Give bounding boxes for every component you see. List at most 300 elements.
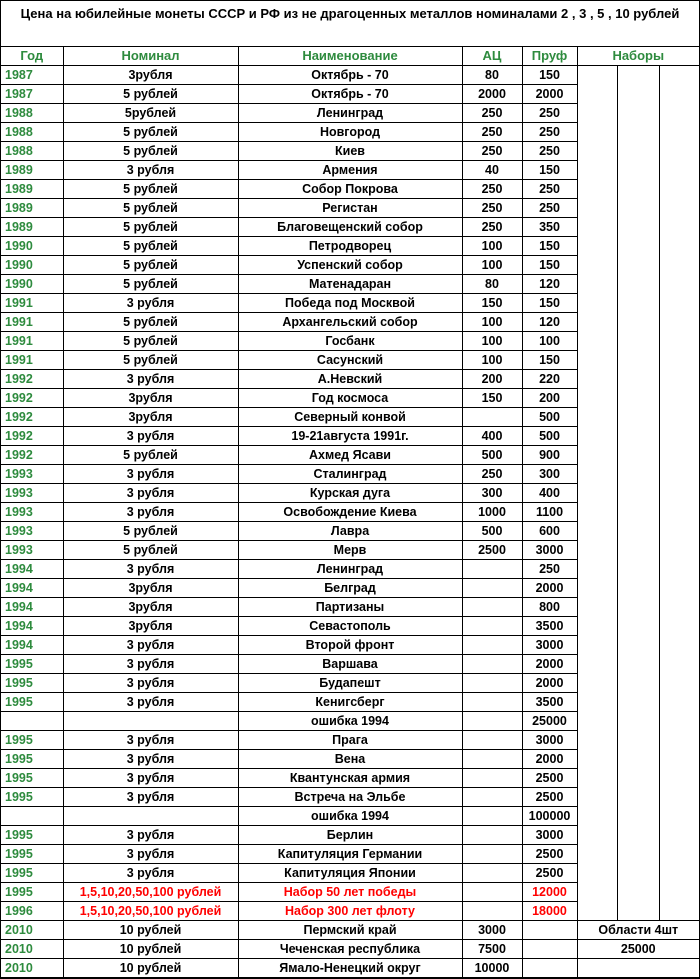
cell-year: 1994 — [1, 579, 63, 598]
table-row — [1, 883, 699, 902]
cell-sets-empty — [617, 218, 659, 237]
cell-ac: 2500 — [462, 541, 522, 560]
table-row — [1, 123, 699, 142]
cell-nominal: 5 рублей — [63, 541, 238, 560]
cell-nominal: 5 рублей — [63, 85, 238, 104]
cell-sets: 25000 — [577, 940, 699, 959]
cell-proof: 3000 — [522, 541, 577, 560]
cell-sets-empty — [577, 883, 617, 902]
cell-sets-empty — [659, 199, 699, 218]
cell-sets-empty — [617, 180, 659, 199]
cell-sets-empty — [659, 636, 699, 655]
cell-proof: 300 — [522, 465, 577, 484]
header-nominal: Номинал — [63, 47, 238, 66]
header-sets: Наборы — [577, 47, 699, 66]
table-row — [1, 85, 699, 104]
cell-proof: 18000 — [522, 902, 577, 921]
cell-name: Победа под Москвой — [238, 294, 462, 313]
cell-year: 1990 — [1, 237, 63, 256]
table-row — [1, 427, 699, 446]
cell-name: Матенадаран — [238, 275, 462, 294]
cell-ac — [462, 598, 522, 617]
cell-sets-empty — [577, 104, 617, 123]
cell-sets-empty — [659, 503, 699, 522]
cell-ac: 40 — [462, 161, 522, 180]
cell-nominal: 3 рубля — [63, 769, 238, 788]
cell-sets-empty — [577, 617, 617, 636]
cell-proof: 250 — [522, 104, 577, 123]
cell-year: 1994 — [1, 617, 63, 636]
cell-proof: 150 — [522, 256, 577, 275]
cell-year: 1994 — [1, 560, 63, 579]
cell-sets-empty — [659, 123, 699, 142]
table-row — [1, 180, 699, 199]
cell-year: 1988 — [1, 142, 63, 161]
cell-year: 1992 — [1, 370, 63, 389]
cell-name: Ямало-Ненецкий округ — [238, 959, 462, 978]
cell-name: Второй фронт — [238, 636, 462, 655]
table-row — [1, 826, 699, 845]
cell-ac: 250 — [462, 142, 522, 161]
table-row — [1, 389, 699, 408]
cell-name: Собор Покрова — [238, 180, 462, 199]
cell-sets-empty — [577, 161, 617, 180]
cell-sets-empty — [659, 845, 699, 864]
table-row — [1, 959, 699, 978]
table-row — [1, 655, 699, 674]
cell-ac: 1000 — [462, 503, 522, 522]
cell-name: Лавра — [238, 522, 462, 541]
cell-sets-empty — [577, 579, 617, 598]
cell-sets-empty — [659, 332, 699, 351]
cell-sets-empty — [617, 313, 659, 332]
cell-nominal: 3 рубля — [63, 427, 238, 446]
cell-sets-empty — [617, 66, 659, 85]
cell-year: 1996 — [1, 902, 63, 921]
cell-nominal: 3рубля — [63, 389, 238, 408]
cell-name: А.Невский — [238, 370, 462, 389]
table-row — [1, 731, 699, 750]
cell-name: Капитуляция Германии — [238, 845, 462, 864]
cell-sets-empty — [577, 845, 617, 864]
cell-sets-empty — [617, 142, 659, 161]
cell-sets-empty — [577, 123, 617, 142]
cell-name: Освобождение Киева — [238, 503, 462, 522]
table-row — [1, 294, 699, 313]
cell-nominal: 5 рублей — [63, 256, 238, 275]
cell-sets-empty — [617, 655, 659, 674]
table-row — [1, 807, 699, 826]
cell-sets-empty — [659, 427, 699, 446]
cell-name: Партизаны — [238, 598, 462, 617]
cell-sets-empty — [659, 731, 699, 750]
cell-sets-empty — [577, 826, 617, 845]
cell-sets-empty — [577, 408, 617, 427]
cell-sets-empty — [577, 541, 617, 560]
cell-ac: 100 — [462, 351, 522, 370]
cell-sets-empty — [659, 408, 699, 427]
table-row — [1, 446, 699, 465]
cell-proof: 900 — [522, 446, 577, 465]
cell-name: Сталинград — [238, 465, 462, 484]
cell-name: ошибка 1994 — [238, 712, 462, 731]
cell-sets-empty — [659, 465, 699, 484]
cell-year: 1993 — [1, 465, 63, 484]
cell-sets-empty — [659, 598, 699, 617]
cell-name: Киев — [238, 142, 462, 161]
cell-sets-empty — [617, 408, 659, 427]
cell-nominal: 5 рублей — [63, 199, 238, 218]
cell-sets-empty — [617, 579, 659, 598]
cell-proof: 120 — [522, 313, 577, 332]
cell-year: 1989 — [1, 199, 63, 218]
cell-ac: 150 — [462, 294, 522, 313]
cell-sets-empty — [617, 598, 659, 617]
sheet-title: Цена на юбилейные монеты СССР и РФ из не драгоценных металлов номиналами 2 , 3 , 5 , 10 рублей — [1, 1, 699, 47]
cell-nominal: 3 рубля — [63, 788, 238, 807]
cell-ac — [462, 788, 522, 807]
cell-nominal — [63, 807, 238, 826]
cell-year: 1995 — [1, 769, 63, 788]
cell-proof: 2500 — [522, 769, 577, 788]
cell-sets-empty — [659, 370, 699, 389]
cell-sets-empty — [577, 750, 617, 769]
cell-nominal: 3 рубля — [63, 636, 238, 655]
cell-sets-empty — [659, 560, 699, 579]
cell-sets-empty — [617, 769, 659, 788]
cell-nominal: 5 рублей — [63, 123, 238, 142]
cell-sets-empty — [659, 389, 699, 408]
cell-ac: 7500 — [462, 940, 522, 959]
cell-proof: 1100 — [522, 503, 577, 522]
cell-ac — [462, 560, 522, 579]
table-row — [1, 541, 699, 560]
cell-name: Квантунская армия — [238, 769, 462, 788]
cell-year: 1989 — [1, 218, 63, 237]
cell-sets-empty — [617, 674, 659, 693]
cell-name: Встреча на Эльбе — [238, 788, 462, 807]
cell-sets-empty — [659, 864, 699, 883]
cell-name: Мерв — [238, 541, 462, 560]
cell-ac: 250 — [462, 465, 522, 484]
cell-sets-empty — [659, 826, 699, 845]
cell-sets-empty — [659, 883, 699, 902]
cell-name: Набор 50 лет победы — [238, 883, 462, 902]
cell-year: 1995 — [1, 693, 63, 712]
table-row — [1, 237, 699, 256]
cell-ac — [462, 731, 522, 750]
cell-proof: 100 — [522, 332, 577, 351]
cell-sets-empty — [577, 275, 617, 294]
cell-name: Армения — [238, 161, 462, 180]
cell-sets-empty — [659, 617, 699, 636]
cell-proof: 250 — [522, 180, 577, 199]
cell-proof: 2500 — [522, 845, 577, 864]
cell-name: Год космоса — [238, 389, 462, 408]
cell-proof: 500 — [522, 408, 577, 427]
cell-ac: 100 — [462, 332, 522, 351]
cell-sets-empty — [659, 294, 699, 313]
cell-sets-empty — [577, 712, 617, 731]
cell-sets-empty — [659, 674, 699, 693]
cell-year: 1990 — [1, 275, 63, 294]
cell-nominal: 3 рубля — [63, 370, 238, 389]
cell-nominal: 10 рублей — [63, 921, 238, 940]
cell-nominal: 1,5,10,20,50,100 рублей — [63, 902, 238, 921]
cell-ac — [462, 826, 522, 845]
cell-sets — [577, 959, 699, 978]
cell-nominal: 3 рубля — [63, 674, 238, 693]
cell-sets-empty — [577, 351, 617, 370]
cell-sets-empty — [659, 180, 699, 199]
cell-sets-empty — [659, 66, 699, 85]
cell-name: Северный конвой — [238, 408, 462, 427]
table-row — [1, 104, 699, 123]
cell-nominal: 5 рублей — [63, 275, 238, 294]
cell-name: Вена — [238, 750, 462, 769]
cell-name: Благовещенский собор — [238, 218, 462, 237]
cell-ac: 100 — [462, 256, 522, 275]
table-row — [1, 712, 699, 731]
cell-proof: 800 — [522, 598, 577, 617]
cell-sets-empty — [617, 294, 659, 313]
table-row — [1, 598, 699, 617]
cell-sets-empty — [617, 275, 659, 294]
cell-proof — [522, 921, 577, 940]
table-row — [1, 788, 699, 807]
table-row — [1, 940, 699, 959]
table-row — [1, 465, 699, 484]
cell-sets-empty — [617, 864, 659, 883]
table-row — [1, 351, 699, 370]
cell-year: 1995 — [1, 864, 63, 883]
cell-name: Чеченская республика — [238, 940, 462, 959]
cell-year: 1988 — [1, 123, 63, 142]
cell-sets-empty — [659, 750, 699, 769]
cell-ac: 150 — [462, 389, 522, 408]
cell-year: 1995 — [1, 883, 63, 902]
cell-sets-empty — [577, 237, 617, 256]
cell-proof: 150 — [522, 294, 577, 313]
cell-nominal: 3 рубля — [63, 294, 238, 313]
cell-ac: 250 — [462, 218, 522, 237]
cell-name: Белград — [238, 579, 462, 598]
table-row — [1, 693, 699, 712]
cell-sets-empty — [659, 446, 699, 465]
cell-sets-empty — [617, 788, 659, 807]
table-row — [1, 408, 699, 427]
cell-name: Будапешт — [238, 674, 462, 693]
cell-ac — [462, 579, 522, 598]
cell-name: Ахмед Ясави — [238, 446, 462, 465]
cell-sets-empty — [617, 465, 659, 484]
cell-nominal: 3 рубля — [63, 693, 238, 712]
cell-ac: 300 — [462, 484, 522, 503]
cell-ac: 250 — [462, 104, 522, 123]
cell-sets-empty — [577, 180, 617, 199]
cell-proof: 2000 — [522, 750, 577, 769]
cell-proof: 100000 — [522, 807, 577, 826]
cell-name: Севастополь — [238, 617, 462, 636]
cell-sets-empty — [617, 85, 659, 104]
cell-ac — [462, 845, 522, 864]
cell-sets-empty — [617, 446, 659, 465]
table-row — [1, 503, 699, 522]
cell-sets-empty — [577, 218, 617, 237]
cell-sets-empty — [659, 541, 699, 560]
cell-sets-empty — [577, 731, 617, 750]
cell-year: 1991 — [1, 294, 63, 313]
cell-sets-empty — [659, 161, 699, 180]
cell-name: Архангельский собор — [238, 313, 462, 332]
table-row — [1, 332, 699, 351]
cell-nominal: 3рубля — [63, 408, 238, 427]
cell-sets-empty — [617, 237, 659, 256]
table-row — [1, 674, 699, 693]
cell-nominal: 3 рубля — [63, 731, 238, 750]
cell-sets-empty — [577, 560, 617, 579]
cell-proof: 3500 — [522, 617, 577, 636]
cell-sets-empty — [577, 598, 617, 617]
cell-sets-empty — [577, 769, 617, 788]
cell-nominal: 3 рубля — [63, 560, 238, 579]
header-year: Год — [1, 47, 63, 66]
cell-ac: 500 — [462, 446, 522, 465]
cell-sets-empty — [577, 902, 617, 921]
cell-ac: 10000 — [462, 959, 522, 978]
cell-year: 1990 — [1, 256, 63, 275]
cell-name: Сасунский — [238, 351, 462, 370]
cell-proof: 120 — [522, 275, 577, 294]
cell-name: Госбанк — [238, 332, 462, 351]
cell-proof: 3000 — [522, 636, 577, 655]
cell-ac — [462, 655, 522, 674]
table-row — [1, 370, 699, 389]
table-row — [1, 579, 699, 598]
cell-proof: 150 — [522, 237, 577, 256]
cell-sets: Области 4шт — [577, 921, 699, 940]
cell-sets-empty — [617, 636, 659, 655]
cell-nominal: 3рубля — [63, 598, 238, 617]
cell-nominal: 5 рублей — [63, 522, 238, 541]
cell-sets-empty — [577, 693, 617, 712]
cell-nominal: 5 рублей — [63, 180, 238, 199]
cell-proof: 600 — [522, 522, 577, 541]
cell-ac: 500 — [462, 522, 522, 541]
cell-year: 1994 — [1, 636, 63, 655]
cell-nominal: 10 рублей — [63, 940, 238, 959]
cell-sets-empty — [577, 370, 617, 389]
cell-year: 1993 — [1, 484, 63, 503]
cell-sets-empty — [659, 522, 699, 541]
cell-sets-empty — [577, 807, 617, 826]
cell-year: 1995 — [1, 845, 63, 864]
cell-proof: 250 — [522, 199, 577, 218]
cell-proof: 3500 — [522, 693, 577, 712]
cell-name: ошибка 1994 — [238, 807, 462, 826]
table-row — [1, 484, 699, 503]
cell-ac — [462, 617, 522, 636]
cell-year — [1, 712, 63, 731]
cell-ac: 80 — [462, 275, 522, 294]
table-row — [1, 845, 699, 864]
cell-sets-empty — [617, 731, 659, 750]
cell-year: 1991 — [1, 332, 63, 351]
cell-year: 1995 — [1, 655, 63, 674]
cell-ac: 2000 — [462, 85, 522, 104]
cell-nominal: 3 рубля — [63, 826, 238, 845]
cell-sets-empty — [577, 142, 617, 161]
cell-nominal — [63, 712, 238, 731]
cell-sets-empty — [617, 484, 659, 503]
coin-price-table — [1, 47, 699, 978]
cell-sets-empty — [577, 85, 617, 104]
cell-sets-empty — [617, 104, 659, 123]
cell-sets-empty — [617, 902, 659, 921]
cell-name: Новгород — [238, 123, 462, 142]
cell-sets-empty — [577, 674, 617, 693]
cell-year: 1993 — [1, 503, 63, 522]
table-row — [1, 750, 699, 769]
cell-name: Варшава — [238, 655, 462, 674]
cell-proof: 2500 — [522, 788, 577, 807]
cell-nominal: 3рубля — [63, 66, 238, 85]
cell-proof: 2000 — [522, 579, 577, 598]
cell-year: 1995 — [1, 731, 63, 750]
cell-name: Кенигсберг — [238, 693, 462, 712]
cell-sets-empty — [577, 522, 617, 541]
cell-name: Берлин — [238, 826, 462, 845]
cell-proof — [522, 959, 577, 978]
cell-sets-empty — [577, 332, 617, 351]
cell-sets-empty — [659, 484, 699, 503]
cell-sets-empty — [617, 370, 659, 389]
cell-proof: 200 — [522, 389, 577, 408]
cell-sets-empty — [617, 522, 659, 541]
cell-name: Петродворец — [238, 237, 462, 256]
cell-year: 1988 — [1, 104, 63, 123]
cell-name: Октябрь - 70 — [238, 85, 462, 104]
cell-nominal: 3 рубля — [63, 864, 238, 883]
cell-nominal: 10 рублей — [63, 959, 238, 978]
cell-ac — [462, 902, 522, 921]
cell-sets-empty — [577, 465, 617, 484]
cell-sets-empty — [659, 256, 699, 275]
cell-year: 1995 — [1, 826, 63, 845]
table-row — [1, 313, 699, 332]
cell-sets-empty — [617, 123, 659, 142]
cell-nominal: 5рублей — [63, 104, 238, 123]
cell-ac: 100 — [462, 313, 522, 332]
cell-proof: 25000 — [522, 712, 577, 731]
header-row — [1, 47, 699, 66]
cell-year: 1987 — [1, 66, 63, 85]
cell-sets-empty — [617, 826, 659, 845]
cell-sets-empty — [659, 218, 699, 237]
cell-sets-empty — [577, 503, 617, 522]
table-row — [1, 864, 699, 883]
cell-year: 2010 — [1, 959, 63, 978]
cell-sets-empty — [617, 427, 659, 446]
cell-nominal: 3 рубля — [63, 465, 238, 484]
cell-nominal: 5 рублей — [63, 332, 238, 351]
cell-sets-empty — [659, 769, 699, 788]
cell-ac: 400 — [462, 427, 522, 446]
table-row — [1, 769, 699, 788]
cell-year: 1989 — [1, 180, 63, 199]
cell-ac — [462, 769, 522, 788]
cell-nominal: 3 рубля — [63, 750, 238, 769]
